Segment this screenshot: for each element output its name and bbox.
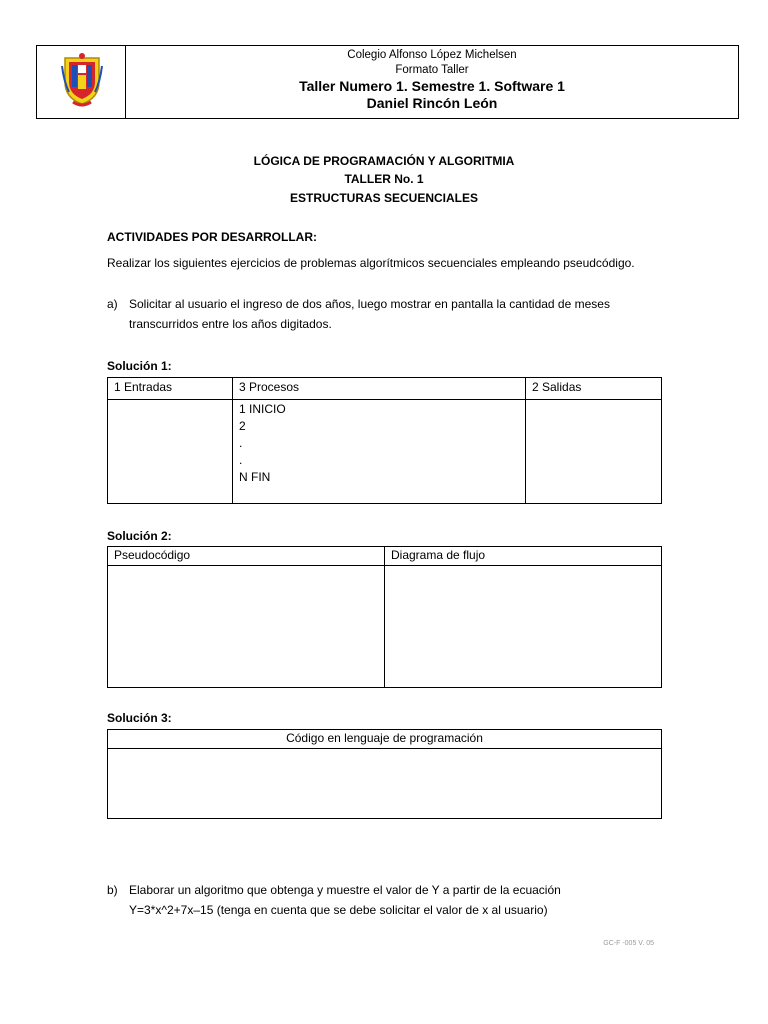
process-line: 1 INICIO [239, 402, 286, 416]
solution2-label: Solución 2: [107, 529, 172, 543]
solution1-table [107, 377, 662, 504]
solution2-flowchart-cell[interactable] [385, 566, 662, 688]
document-code: GC-F -005 V. 05 [603, 940, 654, 947]
solution1-label: Solución 1: [107, 359, 172, 373]
solution2-col-pseudocode: Pseudocódigo [108, 547, 385, 566]
process-line: N FIN [239, 470, 271, 484]
workshop-title: Taller Numero 1. Semestre 1. Software 1 [299, 78, 565, 94]
exercise-b-line2: Y=3*x^2+7x–15 (tenga en cuenta que se debe solicitar el valor de x al usuario) [129, 903, 548, 917]
author-name: Daniel Rincón León [366, 95, 498, 111]
exercise-a-line2: transcurridos entre los años digitados. [129, 317, 332, 331]
solution1-outputs-cell[interactable] [526, 400, 662, 504]
exercise-a-line1: Solicitar al usuario el ingreso de dos años, luego mostrar en pantalla la cantidad de meses [129, 297, 610, 311]
process-line: 2 [239, 419, 246, 433]
solution1-col-outputs: 2 Salidas [526, 378, 662, 400]
format-label: Formato Taller [395, 64, 469, 76]
exercise-a-marker: a) [107, 297, 118, 311]
document-header [36, 45, 739, 119]
exercise-b-line1: Elaborar un algoritmo que obtenga y muestre el valor de Y a partir de la ecuación [129, 883, 561, 897]
solution2-table [107, 546, 662, 688]
solution3-col-code: Código en lenguaje de programación [108, 730, 662, 749]
exercise-b-marker: b) [107, 883, 118, 897]
subject-title: LÓGICA DE PROGRAMACIÓN Y ALGORITMIA [253, 154, 515, 168]
solution3-code-cell[interactable] [108, 749, 662, 819]
activities-heading: ACTIVIDADES POR DESARROLLAR: [107, 230, 318, 244]
topic-title: ESTRUCTURAS SECUENCIALES [289, 191, 478, 205]
solution2-col-flowchart: Diagrama de flujo [385, 547, 662, 566]
workshop-number: TALLER No. 1 [344, 172, 424, 186]
school-name: Colegio Alfonso López Michelsen [347, 49, 517, 61]
solution3-table [107, 729, 662, 819]
solution3-label: Solución 3: [107, 711, 172, 725]
solution1-inputs-cell[interactable] [108, 400, 233, 504]
solution2-pseudocode-cell[interactable] [108, 566, 385, 688]
process-line: . [239, 453, 243, 467]
school-crest-icon [61, 52, 103, 112]
solution1-col-inputs: 1 Entradas [108, 378, 233, 400]
solution1-processes-cell[interactable] [233, 400, 526, 504]
activities-intro: Realizar los siguientes ejercicios de problemas algorítmicos secuenciales empleando pseudcódigo. [107, 256, 635, 270]
header-text [126, 48, 738, 112]
solution1-col-processes: 3 Procesos [233, 378, 526, 400]
process-line: . [239, 436, 243, 450]
